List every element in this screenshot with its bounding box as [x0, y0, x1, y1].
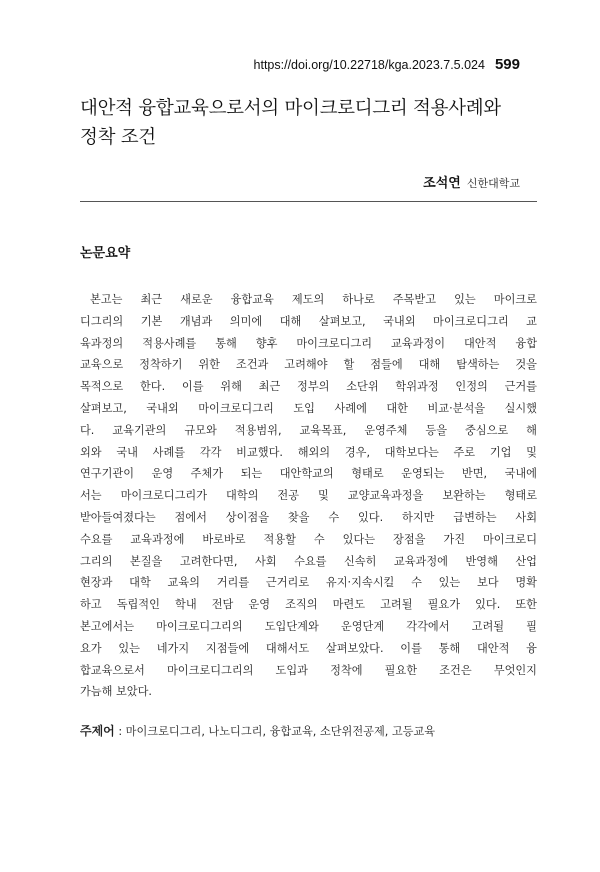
abstract-line: 서는 마이크로디그리가 대학의 전공 및 교양교육과정을 보완하는 형태로 — [80, 489, 537, 503]
abstract-line: 받아들여졌다는 점에서 상이점을 찾을 수 있다. 하지만 급변하는 사회 — [80, 510, 537, 524]
abstract-line: 합교육으로서 마이크로디그리의 도입과 정착에 필요한 조건은 무엇인지 — [80, 663, 537, 677]
abstract-line: 연구기관이 운영 주체가 되는 대안학교의 형태로 운영되는 반면, 국내에 — [80, 467, 537, 481]
abstract-heading: 논문요약 — [80, 246, 131, 261]
abstract-line: 그리의 본질을 고려한다면, 사회 수요를 신속히 교육과정에 반영해 산업 — [80, 554, 537, 568]
author-affiliation: 신한대학교 — [466, 177, 520, 190]
abstract-line: 현장과 대학 교육의 거리를 근거리로 유지·지속시킬 수 있는 보다 명확 — [80, 576, 537, 590]
abstract-line: 목적으로 한다. 이를 위해 최근 정부의 소단위 학위과정 인정의 근거를 — [80, 380, 537, 394]
title-line-2: 정착 조건 — [80, 127, 156, 148]
paper-title — [80, 94, 540, 152]
abstract-line: 디그리의 기본 개념과 의미에 대해 살펴보고, 국내외 마이크로디그리 교 — [80, 314, 537, 328]
abstract-line: 하고 독립적인 학내 전담 운영 조직의 마련도 고려될 필요가 있다. 또한 — [80, 598, 537, 612]
keywords-text: 마이크로디그리, 나노디그리, 융합교육, 소단위전공제, 고등교육 — [125, 725, 436, 738]
abstract-line: 육과정의 적용사례를 통해 향후 마이크로디그리 교육과정이 대안적 융합 — [80, 336, 537, 350]
title-divider — [80, 201, 537, 202]
abstract-line: 본고는 최근 새로운 융합교육 제도의 하나로 주목받고 있는 마이크로 — [90, 293, 537, 306]
keywords-label: 주제어 — [80, 724, 115, 738]
keywords-separator: : — [114, 725, 126, 738]
author-name: 조석연 — [423, 176, 461, 191]
abstract-body — [80, 289, 537, 703]
abstract-line: 교육으로 정착하기 위한 조건과 고려해야 할 점들에 대해 탐색하는 것을 — [80, 358, 537, 372]
abstract-line: 가늠해 보았다. — [80, 685, 152, 699]
abstract-line: 다. 교육기관의 규모와 적용범위, 교육목표, 운영주체 등을 중심으로 해 — [80, 423, 537, 437]
title-line-1: 대안적 융합교육으로서의 마이크로디그리 적용사례와 — [80, 98, 501, 119]
abstract-line: 외와 국내 사례를 각각 비교했다. 해외의 경우, 대학보다는 주로 기업 및 — [80, 445, 537, 459]
abstract-line: 수요를 교육과정에 바로바로 적용할 수 있다는 장점을 가진 마이크로디 — [80, 532, 537, 546]
doi-link[interactable]: https://doi.org/10.22718/kga.2023.7.5.024 — [253, 58, 485, 72]
running-header — [254, 56, 520, 73]
abstract-line: 살펴보고, 국내외 마이크로디그리 도입 사례에 대한 비교·분석을 실시했 — [80, 401, 537, 415]
page-number: 599 — [494, 56, 520, 73]
author-line — [423, 172, 520, 191]
abstract-line: 본고에서는 마이크로디그리의 도입단계와 운영단계 각각에서 고려될 필 — [80, 619, 537, 633]
abstract-line: 요가 있는 네가지 지점들에 대해서도 살펴보았다. 이를 통해 대안적 융 — [80, 641, 537, 655]
keywords-line — [80, 721, 435, 742]
